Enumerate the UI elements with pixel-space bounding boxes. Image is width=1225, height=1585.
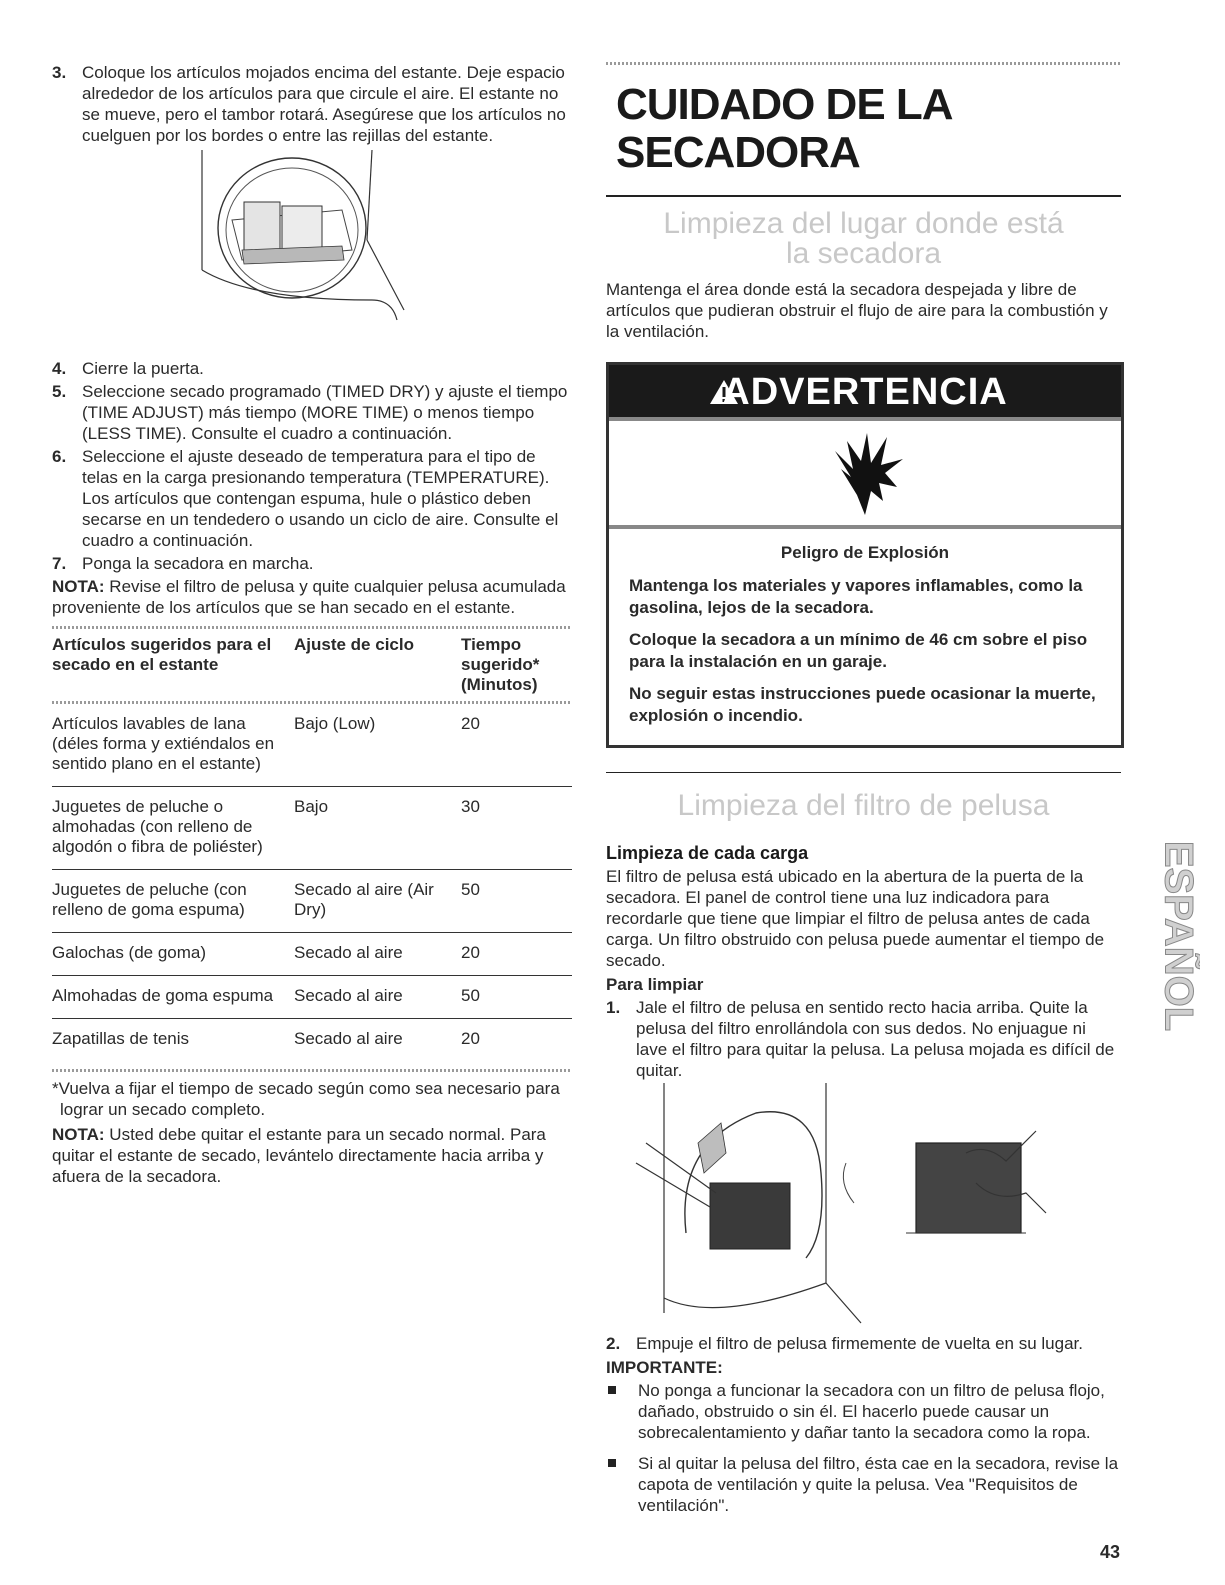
warning-label: ADVERTENCIA — [722, 370, 1008, 413]
steps-top — [52, 62, 572, 146]
bullet-item — [606, 1380, 1121, 1443]
step-text: Jale el filtro de pelusa en sentido recto hacia arriba. Quite la pelusa del filtro enrollándola con sus dedos. No enjuague ni lave el filtro para quitar la pelusa. La pelusa mojada es difícil de quitar. — [636, 998, 1115, 1080]
heading-line: Limpieza del lugar donde está — [663, 206, 1064, 240]
warning-line: Coloque la secadora a un mínimo de 46 cm sobre el piso para la instalación en un garaje. — [629, 629, 1088, 671]
note-text: Usted debe quitar el estante para un secado normal. Para quitar el estante de secado, levántelo directamente hacia arriba y afuera de la secadora. — [52, 1125, 546, 1186]
drying-rack-illustration — [52, 150, 572, 350]
clean-steps — [606, 997, 1121, 1081]
cell-cycle: Bajo (Low) — [294, 704, 461, 787]
cell-cycle: Secado al aire — [294, 1029, 403, 1048]
dryer-rack-drawing — [192, 150, 432, 350]
step-text: Ponga la secadora en marcha. — [82, 554, 314, 573]
clean-step-2 — [606, 1333, 1121, 1354]
step-4 — [52, 358, 572, 379]
note-lint — [52, 576, 572, 618]
title-top-rule — [606, 62, 1121, 65]
step-number: 1. — [606, 998, 621, 1017]
bullet-square-icon — [608, 1386, 616, 1394]
important-bullets — [606, 1380, 1121, 1516]
explosion-icon-area — [609, 421, 1121, 529]
clean-steps-2 — [606, 1333, 1121, 1354]
warning-line: No seguir estas instrucciones puede ocasionar la muerte, explosión o incendio. — [629, 683, 1096, 725]
cell-cycle: Secado al aire — [294, 976, 461, 1019]
cell-time: 50 — [461, 870, 572, 933]
header-time: Tiempo sugerido* (Minutos) — [461, 635, 540, 694]
header-items: Artículos sugeridos para el secado en el estante — [52, 635, 272, 674]
footnote: *Vuelva a fijar el tiempo de secado según como sea necesario para lograr un secado completo. — [52, 1079, 560, 1119]
cell-cycle: Bajo — [294, 787, 461, 870]
rack-drying-table — [52, 635, 572, 1061]
step-text: Cierre la puerta. — [82, 359, 204, 378]
step-number: 4. — [52, 359, 67, 378]
bullet-item — [606, 1453, 1121, 1516]
step-number: 3. — [52, 63, 67, 82]
title-rule — [606, 195, 1121, 197]
step-5 — [52, 381, 572, 444]
lint-filter-drawing — [606, 1083, 1106, 1333]
cell-time: 30 — [461, 787, 572, 870]
table-bottom-rule — [52, 1069, 572, 1072]
step-number: 7. — [52, 554, 67, 573]
cell-time: 20 — [461, 933, 572, 976]
heading-line: la secadora — [785, 236, 942, 270]
warning-line: Mantenga los materiales y vapores inflamables, como la gasolina, lejos de la secadora. — [629, 575, 1083, 617]
cell-time: 50 — [461, 976, 572, 1019]
note-remove-rack — [52, 1124, 572, 1187]
step-text: Seleccione secado programado (TIMED DRY) y ajuste el tiempo (TIME ADJUST) más tiempo (MORE TIME) o menos tiempo (LESS TIME). Consulte el cuadro a continuación. — [82, 382, 568, 443]
warning-body — [609, 529, 1121, 745]
table-row — [52, 976, 572, 1019]
subheading-to-clean: Para limpiar — [606, 975, 704, 994]
left-column — [52, 62, 572, 1187]
table-row — [52, 1019, 572, 1062]
step-number: 6. — [52, 447, 67, 466]
right-column — [606, 62, 1121, 1526]
header-cycle: Ajuste de ciclo — [294, 635, 414, 654]
step-number: 2. — [606, 1334, 621, 1353]
section-heading-location — [606, 206, 1121, 270]
bullet-text: No ponga a funcionar la secadora con un filtro de pelusa flojo, dañado, obstruido o sin él. El hacerlo puede causar un sobrecalentamiento y dañar tanto la secadora como la ropa. — [638, 1381, 1105, 1442]
cell-item: Galochas (de goma) — [52, 933, 294, 976]
step-text: Seleccione el ajuste deseado de temperatura para el tipo de telas en la carga presionando temperatura (TEMPERATURE). Los artículos que contengan espuma, hule o plástico deben secarse en un tendedero o usando un ciclo de aire. Consulte el cuadro a continuación. — [82, 447, 559, 550]
section-heading-lint: Limpieza del filtro de pelusa — [677, 789, 1050, 822]
explosion-icon — [827, 429, 907, 519]
table-top-rule — [52, 626, 572, 629]
warning-heading: Peligro de Explosión — [780, 542, 950, 562]
lint-filter-text: El filtro de pelusa está ubicado en la abertura de la puerta de la secadora. El panel de control tiene una luz indicadora para recordarle que tiene que limpiar el filtro de pelusa antes de cada carga. Un filtro obstruido con pelusa puede aumentar el tiempo de secado. — [606, 867, 1105, 970]
cell-item: Zapatillas de tenis — [52, 1029, 190, 1048]
note-label: NOTA: — [52, 577, 105, 596]
lint-filter-illustration — [606, 1083, 1121, 1333]
table-row — [52, 787, 572, 870]
cell-item: Almohadas de goma espuma — [52, 976, 294, 1019]
subheading-each-load: Limpieza de cada carga — [606, 843, 809, 863]
note-label: NOTA: — [52, 1125, 105, 1144]
cell-time: 20 — [461, 1029, 480, 1048]
bullet-square-icon — [608, 1459, 616, 1467]
language-tab-graphic — [1152, 812, 1200, 1060]
warning-banner — [609, 365, 1121, 421]
step-6 — [52, 446, 572, 551]
step-number: 5. — [52, 382, 67, 401]
cell-cycle: Secado al aire — [294, 933, 461, 976]
cell-item: Juguetes de peluche (con relleno de goma espuma) — [52, 870, 294, 933]
cell-item: Artículos lavables de lana (déles forma y extiéndalos en sentido plano en el estante) — [52, 704, 294, 787]
cell-time: 20 — [461, 704, 572, 787]
clean-step-1 — [606, 997, 1121, 1081]
table-row — [52, 933, 572, 976]
table-row — [52, 870, 572, 933]
section-location-text: Mantenga el área donde está la secadora despejada y libre de artículos que pudieran obstruir el flujo de aire para la combustión y la ventilación. — [606, 279, 1108, 341]
step-7 — [52, 553, 572, 574]
important-label: IMPORTANTE: — [606, 1358, 723, 1377]
page-title: CUIDADO DE LA SECADORA — [616, 80, 951, 177]
side-tab-label: ESPAÑOL — [1156, 840, 1200, 1032]
table-header-row — [52, 635, 572, 701]
language-side-tab — [1152, 812, 1200, 1060]
cell-item: Juguetes de peluche o almohadas (con relleno de algodón o fibra de poliéster) — [52, 787, 294, 870]
table-row — [52, 704, 572, 787]
page-number: 43 — [1100, 1542, 1121, 1562]
step-3 — [52, 62, 572, 146]
cell-cycle: Secado al aire (Air Dry) — [294, 870, 461, 933]
note-text: Revise el filtro de pelusa y quite cualquier pelusa acumulada proveniente de los artículos que se han secado en el estante. — [52, 577, 566, 617]
step-text: Empuje el filtro de pelusa firmemente de vuelta en su lugar. — [636, 1334, 1083, 1353]
bullet-text: Si al quitar la pelusa del filtro, ésta cae en la secadora, revise la capota de ventilación y quite la pelusa. Vea "Requisitos de ventilación". — [638, 1454, 1119, 1515]
section-rule — [606, 772, 1121, 774]
steps-list — [52, 358, 572, 574]
step-text: Coloque los artículos mojados encima del estante. Deje espacio alrededor de los artículos para que circule el aire. El estante no se mueve, pero el tambor rotará. Asegúrese que los artículos no cuelguen por los bordes o entre las rejillas del estante. — [82, 63, 566, 145]
warning-box — [606, 362, 1124, 748]
